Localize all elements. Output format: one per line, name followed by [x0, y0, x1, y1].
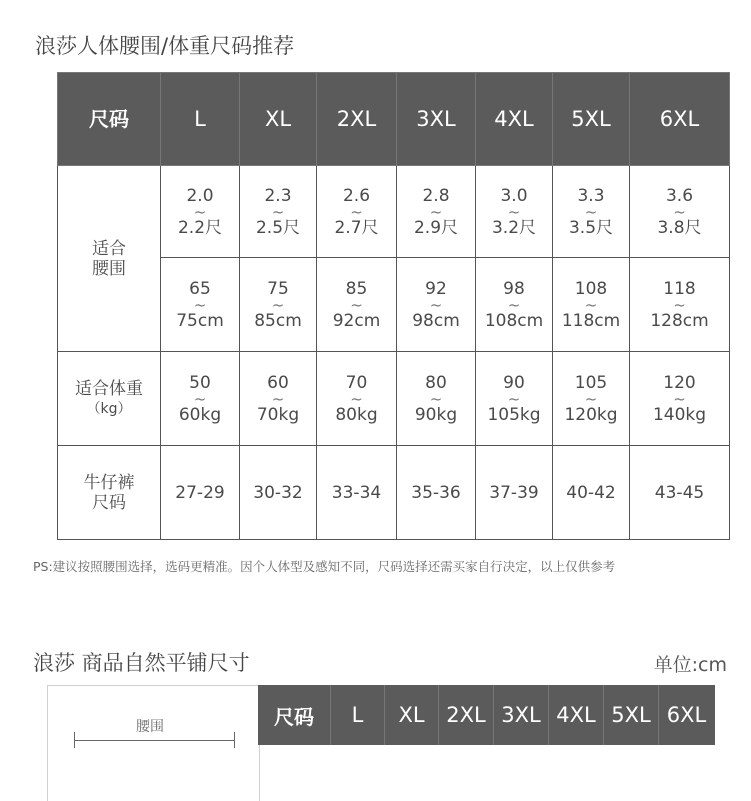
- cell-tilde: ~: [584, 202, 598, 221]
- cell-from: 85: [345, 278, 368, 299]
- flat-size-cell: 6XL: [666, 703, 707, 727]
- flat-size-cell: 2XL: [439, 685, 494, 745]
- cell-from: 2.3: [264, 185, 292, 206]
- weight-label-line: 适合体重: [75, 378, 143, 399]
- cell-from: 92: [425, 278, 447, 299]
- table-cell: 30-32: [240, 446, 317, 540]
- section2-title: 浪莎 商品自然平铺尺寸: [33, 651, 250, 675]
- cell-to: 2.9尺: [413, 217, 459, 238]
- table-cell: [317, 258, 397, 352]
- waist-label-line: 适合: [92, 238, 126, 259]
- cell-tilde: ~: [673, 389, 686, 408]
- table-cell: [553, 166, 630, 258]
- cell-from: 3.3: [577, 185, 605, 206]
- cell-tilde: ~: [193, 202, 207, 221]
- cell-from: 120: [663, 372, 696, 393]
- table-cell: [476, 352, 553, 446]
- cell-tilde: ~: [673, 295, 686, 314]
- waist-row-label: [58, 166, 161, 352]
- cell-from: 105: [574, 372, 608, 393]
- cell-tilde: ~: [507, 202, 521, 221]
- cell-from: 70: [345, 372, 368, 393]
- jeans-row-label: [58, 446, 161, 540]
- table-cell: [397, 166, 476, 258]
- table-cell: 43-45: [630, 446, 730, 540]
- table-cell: 33-34: [317, 446, 397, 540]
- cell-to: 118cm: [561, 310, 621, 331]
- cell-tilde: ~: [271, 389, 285, 408]
- table-cell: [161, 166, 240, 258]
- cell-tilde: ~: [350, 202, 363, 221]
- table-cell: [397, 258, 476, 352]
- measure-tick-right: [234, 732, 235, 748]
- size-header-row: [58, 73, 730, 166]
- flat-size-cell: XL: [385, 685, 439, 745]
- cell-to: 108cm: [484, 310, 544, 331]
- cell-tilde: ~: [429, 202, 443, 221]
- cell-from: 65: [189, 278, 211, 299]
- cell-from: 80: [425, 372, 447, 393]
- cell-to: 80kg: [335, 404, 378, 425]
- table-cell: [317, 166, 397, 258]
- table-cell: [476, 166, 553, 258]
- cell-tilde: ~: [673, 202, 686, 221]
- cell-to: 70kg: [256, 404, 300, 425]
- cell-to: 2.7尺: [334, 217, 379, 238]
- cell-to: 3.5尺: [568, 217, 614, 238]
- cell-to: 120kg: [564, 404, 618, 425]
- ps-note: PS:建议按照腰围选择，选码更精准。因个人体型及感知不同，尺码选择还需买家自行决定，以上仅供参考: [33, 559, 616, 574]
- jeans-label-line: 牛仔裤: [83, 472, 135, 493]
- table-cell: [476, 258, 553, 352]
- flat-size-header: [258, 685, 715, 745]
- cell-from: 108: [574, 278, 608, 299]
- table-cell: 37-39: [476, 446, 553, 540]
- cell-from: 98: [503, 278, 525, 299]
- cell-to: 92cm: [332, 310, 381, 331]
- cell-from: 118: [663, 278, 696, 299]
- cell-to: 60kg: [178, 404, 222, 425]
- cell-to: 128cm: [650, 310, 709, 331]
- table-cell: [161, 352, 240, 446]
- cell-tilde: ~: [350, 389, 363, 408]
- weight-row: [58, 352, 730, 446]
- waist-measure-line: [74, 740, 234, 741]
- waist-label-line: 腰围: [92, 258, 126, 279]
- size-header-label: 尺码: [58, 73, 161, 166]
- cell-to: 3.8尺: [657, 217, 702, 238]
- cell-tilde: ~: [429, 389, 443, 408]
- cell-tilde: ~: [193, 295, 207, 314]
- cell-from: 60: [267, 372, 289, 393]
- cell-from: 3.0: [500, 185, 528, 206]
- cell-tilde: ~: [584, 389, 598, 408]
- cell-tilde: ~: [271, 295, 285, 314]
- cell-from: 2.6: [342, 185, 371, 206]
- table-cell: 27-29: [161, 446, 240, 540]
- size-recommendation-table: [57, 72, 730, 540]
- size-header-cell: XL: [240, 73, 317, 166]
- garment-diagram: [47, 685, 260, 801]
- flat-size-cell: 4XL: [549, 685, 604, 745]
- cell-to: 90kg: [414, 404, 458, 425]
- cell-to: 3.2尺: [491, 217, 537, 238]
- cell-from: 90: [503, 372, 525, 393]
- size-header-cell: L: [161, 73, 240, 166]
- waist-diagram-label: 腰围: [136, 719, 164, 735]
- table-cell: 40-42: [553, 446, 630, 540]
- waist-chi-row: [58, 166, 730, 258]
- table-cell: [317, 352, 397, 446]
- unit-label: 单位:cm: [653, 654, 727, 676]
- size-header-cell: 5XL: [553, 73, 630, 166]
- flat-size-cell: 5XL: [604, 685, 659, 745]
- cell-to: 2.5尺: [255, 217, 301, 238]
- cell-to: 75cm: [176, 310, 224, 331]
- table-cell: [630, 166, 730, 258]
- cell-to: 98cm: [412, 310, 460, 331]
- page-title: 浪莎人体腰围/体重尺码推荐: [35, 34, 295, 58]
- cell-from: 3.6: [665, 185, 694, 206]
- table-cell: [630, 258, 730, 352]
- cell-tilde: ~: [271, 202, 285, 221]
- table-cell: [553, 352, 630, 446]
- cell-tilde: ~: [193, 389, 207, 408]
- cell-tilde: ~: [507, 389, 521, 408]
- size-header-cell: 2XL: [317, 73, 397, 166]
- cell-tilde: ~: [507, 295, 521, 314]
- cell-tilde: ~: [429, 295, 443, 314]
- weight-row-label: [58, 352, 161, 446]
- cell-to: 2.2尺: [177, 217, 223, 238]
- cell-to: 105kg: [487, 404, 541, 425]
- table-cell: [553, 258, 630, 352]
- table-cell: [397, 352, 476, 446]
- cell-to: 140kg: [652, 404, 707, 425]
- weight-label-unit: （kg）: [86, 400, 132, 417]
- size-header-cell: 4XL: [476, 73, 553, 166]
- size-header-cell: 3XL: [397, 73, 476, 166]
- cell-from: 2.0: [186, 185, 214, 206]
- cell-tilde: ~: [584, 295, 598, 314]
- jeans-row: [58, 446, 730, 540]
- flat-size-cell: 3XL: [494, 685, 549, 745]
- cell-from: 50: [189, 372, 211, 393]
- size-header-cell: 6XL: [630, 73, 730, 166]
- table-cell: [240, 166, 317, 258]
- table-cell: [630, 352, 730, 446]
- table-cell: [240, 258, 317, 352]
- cell-tilde: ~: [350, 295, 363, 314]
- cell-from: 2.8: [422, 185, 450, 206]
- flat-size-cell: L: [331, 685, 385, 745]
- flat-header-label: 尺码: [258, 685, 331, 745]
- table-cell: [161, 258, 240, 352]
- table-cell: 35-36: [397, 446, 476, 540]
- jeans-label-line: 尺码: [92, 492, 126, 513]
- table-cell: [240, 352, 317, 446]
- cell-from: 75: [267, 278, 289, 299]
- cell-to: 85cm: [254, 310, 302, 331]
